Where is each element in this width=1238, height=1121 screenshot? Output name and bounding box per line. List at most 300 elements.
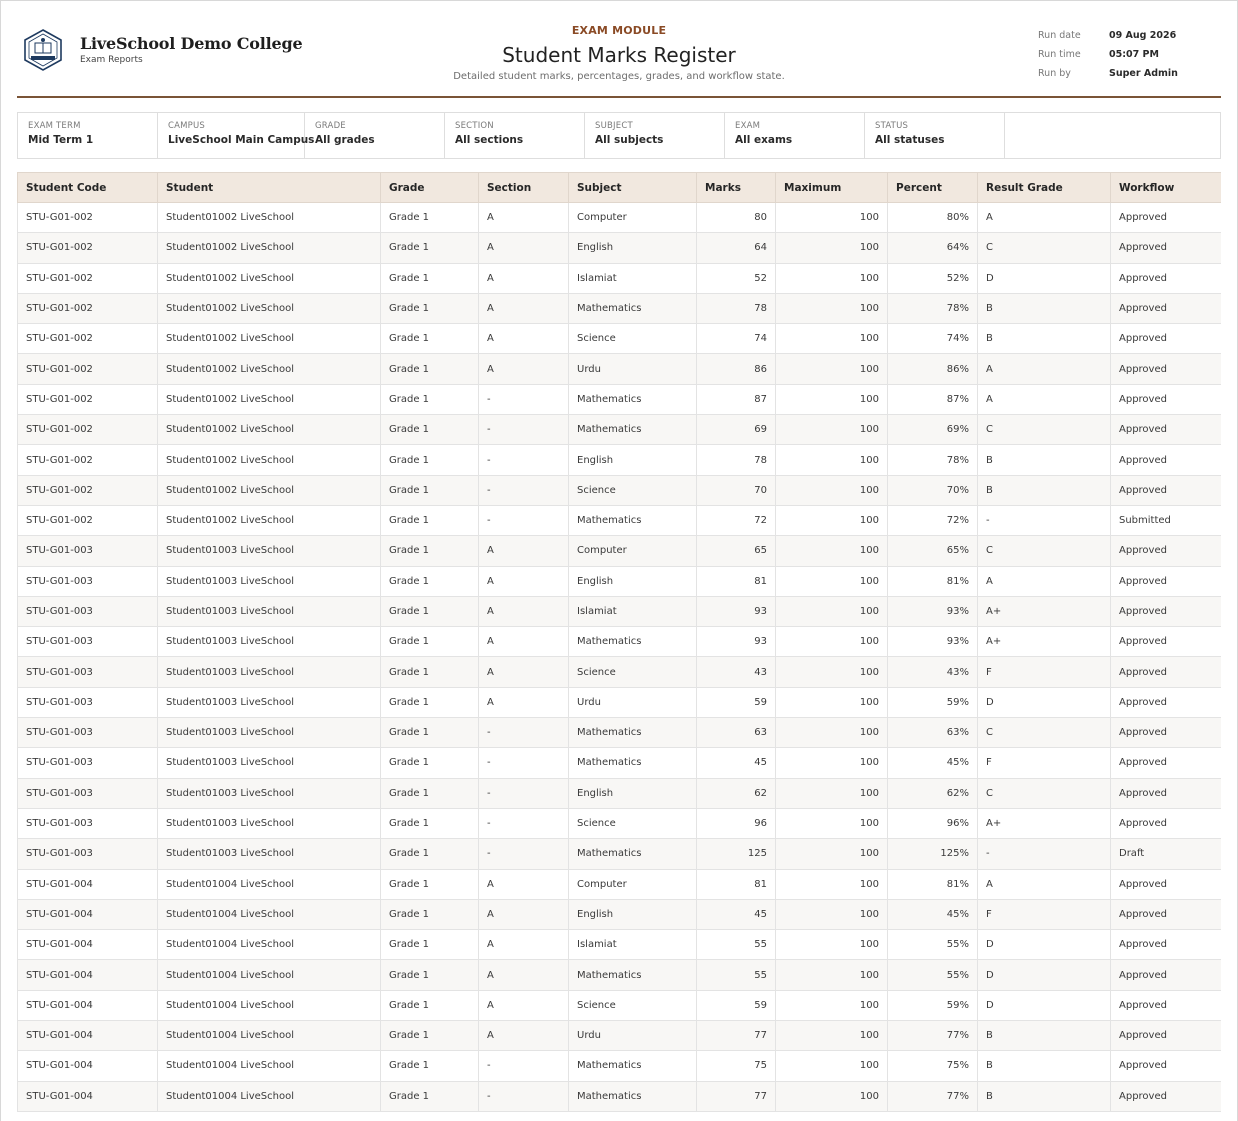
cell-section: A — [479, 869, 569, 899]
table-row — [18, 293, 1222, 323]
cell-marks: 80 — [697, 203, 776, 233]
cell-maximum: 100 — [776, 293, 888, 323]
cell-student-code: STU-G01-002 — [18, 445, 158, 475]
cell-maximum: 100 — [776, 627, 888, 657]
cell-grade: Grade 1 — [381, 536, 479, 566]
cell-workflow: Approved — [1111, 930, 1222, 960]
cell-student-code: STU-G01-003 — [18, 657, 158, 687]
col-maximum: Maximum — [776, 173, 888, 203]
filter-bar — [17, 112, 1221, 159]
cell-student-code: STU-G01-003 — [18, 596, 158, 626]
cell-section: A — [479, 960, 569, 990]
cell-student: Student01004 LiveSchool — [158, 1081, 381, 1111]
cell-subject: English — [569, 233, 697, 263]
cell-result-grade: C — [978, 415, 1111, 445]
cell-subject: Mathematics — [569, 748, 697, 778]
cell-marks: 125 — [697, 839, 776, 869]
cell-maximum: 100 — [776, 687, 888, 717]
cell-student-code: STU-G01-003 — [18, 778, 158, 808]
cell-marks: 93 — [697, 596, 776, 626]
cell-result-grade: C — [978, 718, 1111, 748]
table-row — [18, 1021, 1222, 1051]
cell-section: A — [479, 930, 569, 960]
cell-result-grade: B — [978, 445, 1111, 475]
cell-result-grade: A — [978, 354, 1111, 384]
cell-grade: Grade 1 — [381, 1081, 479, 1111]
cell-percent: 81% — [888, 869, 978, 899]
cell-subject: Mathematics — [569, 384, 697, 414]
cell-section: A — [479, 536, 569, 566]
cell-workflow: Approved — [1111, 718, 1222, 748]
cell-grade: Grade 1 — [381, 778, 479, 808]
cell-subject: Mathematics — [569, 293, 697, 323]
cell-student: Student01004 LiveSchool — [158, 960, 381, 990]
cell-maximum: 100 — [776, 233, 888, 263]
cell-maximum: 100 — [776, 1081, 888, 1111]
cell-result-grade: B — [978, 1051, 1111, 1081]
cell-result-grade: F — [978, 899, 1111, 929]
cell-percent: 96% — [888, 808, 978, 838]
cell-student: Student01004 LiveSchool — [158, 1051, 381, 1081]
cell-grade: Grade 1 — [381, 1021, 479, 1051]
cell-student-code: STU-G01-003 — [18, 839, 158, 869]
cell-percent: 78% — [888, 445, 978, 475]
cell-workflow: Approved — [1111, 627, 1222, 657]
table-row — [18, 839, 1222, 869]
cell-section: A — [479, 263, 569, 293]
cell-grade: Grade 1 — [381, 808, 479, 838]
cell-result-grade: D — [978, 263, 1111, 293]
cell-workflow: Approved — [1111, 657, 1222, 687]
cell-workflow: Approved — [1111, 415, 1222, 445]
table-row — [18, 475, 1222, 505]
cell-workflow: Approved — [1111, 233, 1222, 263]
cell-workflow: Approved — [1111, 596, 1222, 626]
run-by-value: Super Admin — [1109, 68, 1178, 79]
cell-section: A — [479, 687, 569, 717]
filter-value: All statuses — [875, 134, 945, 146]
table-row — [18, 1051, 1222, 1081]
cell-student: Student01003 LiveSchool — [158, 566, 381, 596]
cell-maximum: 100 — [776, 808, 888, 838]
cell-maximum: 100 — [776, 354, 888, 384]
cell-section: A — [479, 899, 569, 929]
cell-percent: 63% — [888, 718, 978, 748]
cell-marks: 62 — [697, 778, 776, 808]
cell-workflow: Approved — [1111, 808, 1222, 838]
filter-value: All subjects — [595, 134, 664, 146]
table-row — [18, 990, 1222, 1020]
col-subject: Subject — [569, 173, 697, 203]
table-row — [18, 233, 1222, 263]
cell-result-grade: D — [978, 687, 1111, 717]
cell-percent: 43% — [888, 657, 978, 687]
cell-subject: Mathematics — [569, 415, 697, 445]
cell-grade: Grade 1 — [381, 475, 479, 505]
filter-value: Mid Term 1 — [28, 134, 94, 146]
table-row — [18, 324, 1222, 354]
cell-subject: Computer — [569, 869, 697, 899]
cell-student-code: STU-G01-003 — [18, 687, 158, 717]
run-by-label: Run by — [1038, 68, 1071, 79]
filter-campus — [158, 113, 315, 158]
table-row — [18, 899, 1222, 929]
cell-student-code: STU-G01-003 — [18, 748, 158, 778]
cell-percent: 64% — [888, 233, 978, 263]
cell-section: - — [479, 445, 569, 475]
table-row — [18, 505, 1222, 535]
cell-student: Student01004 LiveSchool — [158, 1021, 381, 1051]
cell-student: Student01003 LiveSchool — [158, 718, 381, 748]
cell-result-grade: D — [978, 990, 1111, 1020]
cell-result-grade: - — [978, 839, 1111, 869]
cell-result-grade: C — [978, 233, 1111, 263]
cell-subject: Science — [569, 808, 697, 838]
cell-maximum: 100 — [776, 384, 888, 414]
cell-grade: Grade 1 — [381, 505, 479, 535]
cell-workflow: Approved — [1111, 990, 1222, 1020]
table-row — [18, 263, 1222, 293]
cell-grade: Grade 1 — [381, 627, 479, 657]
cell-maximum: 100 — [776, 869, 888, 899]
cell-section: - — [479, 415, 569, 445]
table-row — [18, 808, 1222, 838]
cell-marks: 77 — [697, 1021, 776, 1051]
cell-student-code: STU-G01-004 — [18, 990, 158, 1020]
cell-grade: Grade 1 — [381, 596, 479, 626]
cell-subject: Computer — [569, 203, 697, 233]
filter-value: All sections — [455, 134, 524, 146]
cell-marks: 72 — [697, 505, 776, 535]
cell-student: Student01003 LiveSchool — [158, 536, 381, 566]
cell-student: Student01002 LiveSchool — [158, 384, 381, 414]
cell-workflow: Approved — [1111, 1081, 1222, 1111]
run-time-label: Run time — [1038, 49, 1081, 60]
cell-student: Student01003 LiveSchool — [158, 627, 381, 657]
cell-grade: Grade 1 — [381, 354, 479, 384]
cell-student: Student01002 LiveSchool — [158, 354, 381, 384]
cell-maximum: 100 — [776, 596, 888, 626]
cell-student: Student01002 LiveSchool — [158, 263, 381, 293]
filter-label: EXAM — [735, 121, 761, 131]
cell-percent: 55% — [888, 960, 978, 990]
cell-student-code: STU-G01-002 — [18, 233, 158, 263]
cell-maximum: 100 — [776, 657, 888, 687]
cell-student-code: STU-G01-004 — [18, 960, 158, 990]
cell-workflow: Approved — [1111, 263, 1222, 293]
page-title: Student Marks Register — [502, 43, 736, 67]
filter-grade — [305, 113, 445, 158]
filter-value: LiveSchool Main Campus — [168, 134, 315, 146]
cell-student: Student01002 LiveSchool — [158, 203, 381, 233]
cell-percent: 65% — [888, 536, 978, 566]
cell-grade: Grade 1 — [381, 687, 479, 717]
cell-section: - — [479, 1081, 569, 1111]
run-time-row — [1038, 45, 1178, 64]
cell-workflow: Approved — [1111, 687, 1222, 717]
cell-maximum: 100 — [776, 748, 888, 778]
cell-section: A — [479, 627, 569, 657]
cell-workflow: Approved — [1111, 748, 1222, 778]
college-subtitle: Exam Reports — [80, 55, 143, 65]
cell-marks: 78 — [697, 445, 776, 475]
cell-student: Student01003 LiveSchool — [158, 657, 381, 687]
table-row — [18, 445, 1222, 475]
cell-result-grade: D — [978, 960, 1111, 990]
cell-student: Student01004 LiveSchool — [158, 869, 381, 899]
cell-percent: 45% — [888, 748, 978, 778]
cell-subject: English — [569, 778, 697, 808]
cell-grade: Grade 1 — [381, 293, 479, 323]
cell-marks: 45 — [697, 899, 776, 929]
table-row — [18, 687, 1222, 717]
table-row — [18, 657, 1222, 687]
cell-student: Student01004 LiveSchool — [158, 990, 381, 1020]
cell-result-grade: A — [978, 203, 1111, 233]
cell-student: Student01003 LiveSchool — [158, 687, 381, 717]
cell-grade: Grade 1 — [381, 990, 479, 1020]
cell-student-code: STU-G01-003 — [18, 627, 158, 657]
cell-student: Student01004 LiveSchool — [158, 899, 381, 929]
table-row — [18, 566, 1222, 596]
cell-student-code: STU-G01-002 — [18, 475, 158, 505]
cell-student-code: STU-G01-002 — [18, 384, 158, 414]
cell-percent: 45% — [888, 899, 978, 929]
col-section: Section — [479, 173, 569, 203]
cell-grade: Grade 1 — [381, 263, 479, 293]
cell-workflow: Approved — [1111, 384, 1222, 414]
cell-result-grade: C — [978, 778, 1111, 808]
cell-grade: Grade 1 — [381, 869, 479, 899]
cell-marks: 59 — [697, 990, 776, 1020]
filter-label: GRADE — [315, 121, 346, 131]
cell-subject: Mathematics — [569, 1081, 697, 1111]
cell-result-grade: A+ — [978, 596, 1111, 626]
cell-section: - — [479, 808, 569, 838]
cell-section: A — [479, 354, 569, 384]
table-row — [18, 748, 1222, 778]
run-date-row — [1038, 26, 1178, 45]
cell-marks: 81 — [697, 566, 776, 596]
cell-grade: Grade 1 — [381, 899, 479, 929]
cell-section: - — [479, 475, 569, 505]
cell-student-code: STU-G01-003 — [18, 566, 158, 596]
col-marks: Marks — [697, 173, 776, 203]
cell-workflow: Approved — [1111, 475, 1222, 505]
cell-marks: 69 — [697, 415, 776, 445]
cell-workflow: Draft — [1111, 839, 1222, 869]
cell-workflow: Approved — [1111, 566, 1222, 596]
cell-marks: 55 — [697, 930, 776, 960]
cell-marks: 74 — [697, 324, 776, 354]
cell-workflow: Approved — [1111, 203, 1222, 233]
cell-grade: Grade 1 — [381, 718, 479, 748]
cell-student: Student01004 LiveSchool — [158, 930, 381, 960]
cell-section: A — [479, 566, 569, 596]
cell-result-grade: F — [978, 657, 1111, 687]
cell-maximum: 100 — [776, 839, 888, 869]
table-row — [18, 596, 1222, 626]
cell-section: A — [479, 203, 569, 233]
cell-marks: 77 — [697, 1081, 776, 1111]
college-name: LiveSchool Demo College — [80, 34, 303, 53]
cell-workflow: Approved — [1111, 354, 1222, 384]
cell-percent: 55% — [888, 930, 978, 960]
cell-subject: Computer — [569, 536, 697, 566]
cell-maximum: 100 — [776, 1051, 888, 1081]
filter-label: CAMPUS — [168, 121, 206, 131]
cell-section: - — [479, 505, 569, 535]
cell-student-code: STU-G01-004 — [18, 1081, 158, 1111]
cell-result-grade: B — [978, 324, 1111, 354]
filter-value: All exams — [735, 134, 793, 146]
table-row — [18, 536, 1222, 566]
cell-student-code: STU-G01-002 — [18, 263, 158, 293]
col-grade: Grade — [381, 173, 479, 203]
cell-section: - — [479, 748, 569, 778]
module-label: EXAM MODULE — [571, 24, 667, 37]
table-row — [18, 354, 1222, 384]
cell-result-grade: C — [978, 536, 1111, 566]
cell-percent: 75% — [888, 1051, 978, 1081]
cell-student: Student01002 LiveSchool — [158, 324, 381, 354]
cell-student-code: STU-G01-002 — [18, 293, 158, 323]
cell-student-code: STU-G01-002 — [18, 354, 158, 384]
cell-workflow: Approved — [1111, 899, 1222, 929]
cell-section: A — [479, 324, 569, 354]
cell-percent: 70% — [888, 475, 978, 505]
cell-marks: 87 — [697, 384, 776, 414]
cell-section: - — [479, 384, 569, 414]
cell-student: Student01002 LiveSchool — [158, 293, 381, 323]
cell-student-code: STU-G01-004 — [18, 869, 158, 899]
cell-student-code: STU-G01-004 — [18, 930, 158, 960]
filter-exam — [725, 113, 865, 158]
cell-percent: 74% — [888, 324, 978, 354]
cell-grade: Grade 1 — [381, 445, 479, 475]
cell-percent: 72% — [888, 505, 978, 535]
cell-section: A — [479, 596, 569, 626]
cell-workflow: Approved — [1111, 324, 1222, 354]
cell-subject: Mathematics — [569, 839, 697, 869]
cell-grade: Grade 1 — [381, 233, 479, 263]
cell-result-grade: F — [978, 748, 1111, 778]
cell-result-grade: A — [978, 384, 1111, 414]
cell-maximum: 100 — [776, 990, 888, 1020]
cell-marks: 78 — [697, 293, 776, 323]
cell-maximum: 100 — [776, 960, 888, 990]
cell-percent: 77% — [888, 1081, 978, 1111]
cell-maximum: 100 — [776, 899, 888, 929]
cell-percent: 59% — [888, 990, 978, 1020]
cell-student: Student01003 LiveSchool — [158, 808, 381, 838]
cell-student-code: STU-G01-002 — [18, 505, 158, 535]
cell-marks: 45 — [697, 748, 776, 778]
cell-percent: 78% — [888, 293, 978, 323]
cell-maximum: 100 — [776, 324, 888, 354]
report-header — [17, 18, 1221, 98]
cell-percent: 80% — [888, 203, 978, 233]
page-subtitle: Detailed student marks, percentages, grades, and workflow state. — [453, 71, 785, 82]
cell-subject: Islamiat — [569, 596, 697, 626]
cell-section: A — [479, 990, 569, 1020]
cell-marks: 63 — [697, 718, 776, 748]
cell-subject: Science — [569, 657, 697, 687]
cell-section: A — [479, 293, 569, 323]
cell-subject: Mathematics — [569, 1051, 697, 1081]
cell-section: - — [479, 778, 569, 808]
cell-workflow: Approved — [1111, 869, 1222, 899]
cell-marks: 81 — [697, 869, 776, 899]
cell-result-grade: B — [978, 475, 1111, 505]
filter-label: EXAM TERM — [28, 121, 81, 131]
cell-maximum: 100 — [776, 475, 888, 505]
cell-maximum: 100 — [776, 445, 888, 475]
marks-table-container — [17, 172, 1221, 1121]
cell-subject: Urdu — [569, 687, 697, 717]
cell-workflow: Approved — [1111, 536, 1222, 566]
run-time-value: 05:07 PM — [1109, 49, 1159, 60]
cell-grade: Grade 1 — [381, 415, 479, 445]
table-row — [18, 203, 1222, 233]
cell-percent: 52% — [888, 263, 978, 293]
cell-maximum: 100 — [776, 1021, 888, 1051]
cell-section: A — [479, 657, 569, 687]
cell-student-code: STU-G01-004 — [18, 899, 158, 929]
cell-student-code: STU-G01-004 — [18, 1021, 158, 1051]
cell-student: Student01003 LiveSchool — [158, 839, 381, 869]
cell-section: A — [479, 233, 569, 263]
cell-result-grade: A+ — [978, 808, 1111, 838]
cell-result-grade: B — [978, 1021, 1111, 1051]
cell-marks: 64 — [697, 233, 776, 263]
cell-subject: Mathematics — [569, 505, 697, 535]
cell-section: - — [479, 839, 569, 869]
table-row — [18, 384, 1222, 414]
cell-subject: English — [569, 566, 697, 596]
table-row — [18, 415, 1222, 445]
cell-marks: 70 — [697, 475, 776, 505]
col-percent: Percent — [888, 173, 978, 203]
cell-subject: Science — [569, 990, 697, 1020]
cell-subject: Mathematics — [569, 960, 697, 990]
cell-result-grade: B — [978, 1081, 1111, 1111]
cell-grade: Grade 1 — [381, 930, 479, 960]
cell-subject: Science — [569, 475, 697, 505]
cell-marks: 52 — [697, 263, 776, 293]
cell-student-code: STU-G01-002 — [18, 324, 158, 354]
filter-label: SUBJECT — [595, 121, 633, 131]
cell-marks: 96 — [697, 808, 776, 838]
cell-result-grade: D — [978, 930, 1111, 960]
cell-maximum: 100 — [776, 566, 888, 596]
col-student-code: Student Code — [18, 173, 158, 203]
filter-status — [865, 113, 1005, 158]
filter-subject — [585, 113, 725, 158]
cell-student-code: STU-G01-003 — [18, 808, 158, 838]
cell-percent: 93% — [888, 627, 978, 657]
cell-subject: English — [569, 445, 697, 475]
run-date-label: Run date — [1038, 30, 1081, 41]
cell-maximum: 100 — [776, 203, 888, 233]
cell-subject: Mathematics — [569, 627, 697, 657]
run-meta — [1038, 26, 1178, 83]
cell-workflow: Approved — [1111, 960, 1222, 990]
cell-grade: Grade 1 — [381, 384, 479, 414]
cell-student: Student01002 LiveSchool — [158, 505, 381, 535]
filter-value: All grades — [315, 134, 375, 146]
filter-section — [445, 113, 585, 158]
